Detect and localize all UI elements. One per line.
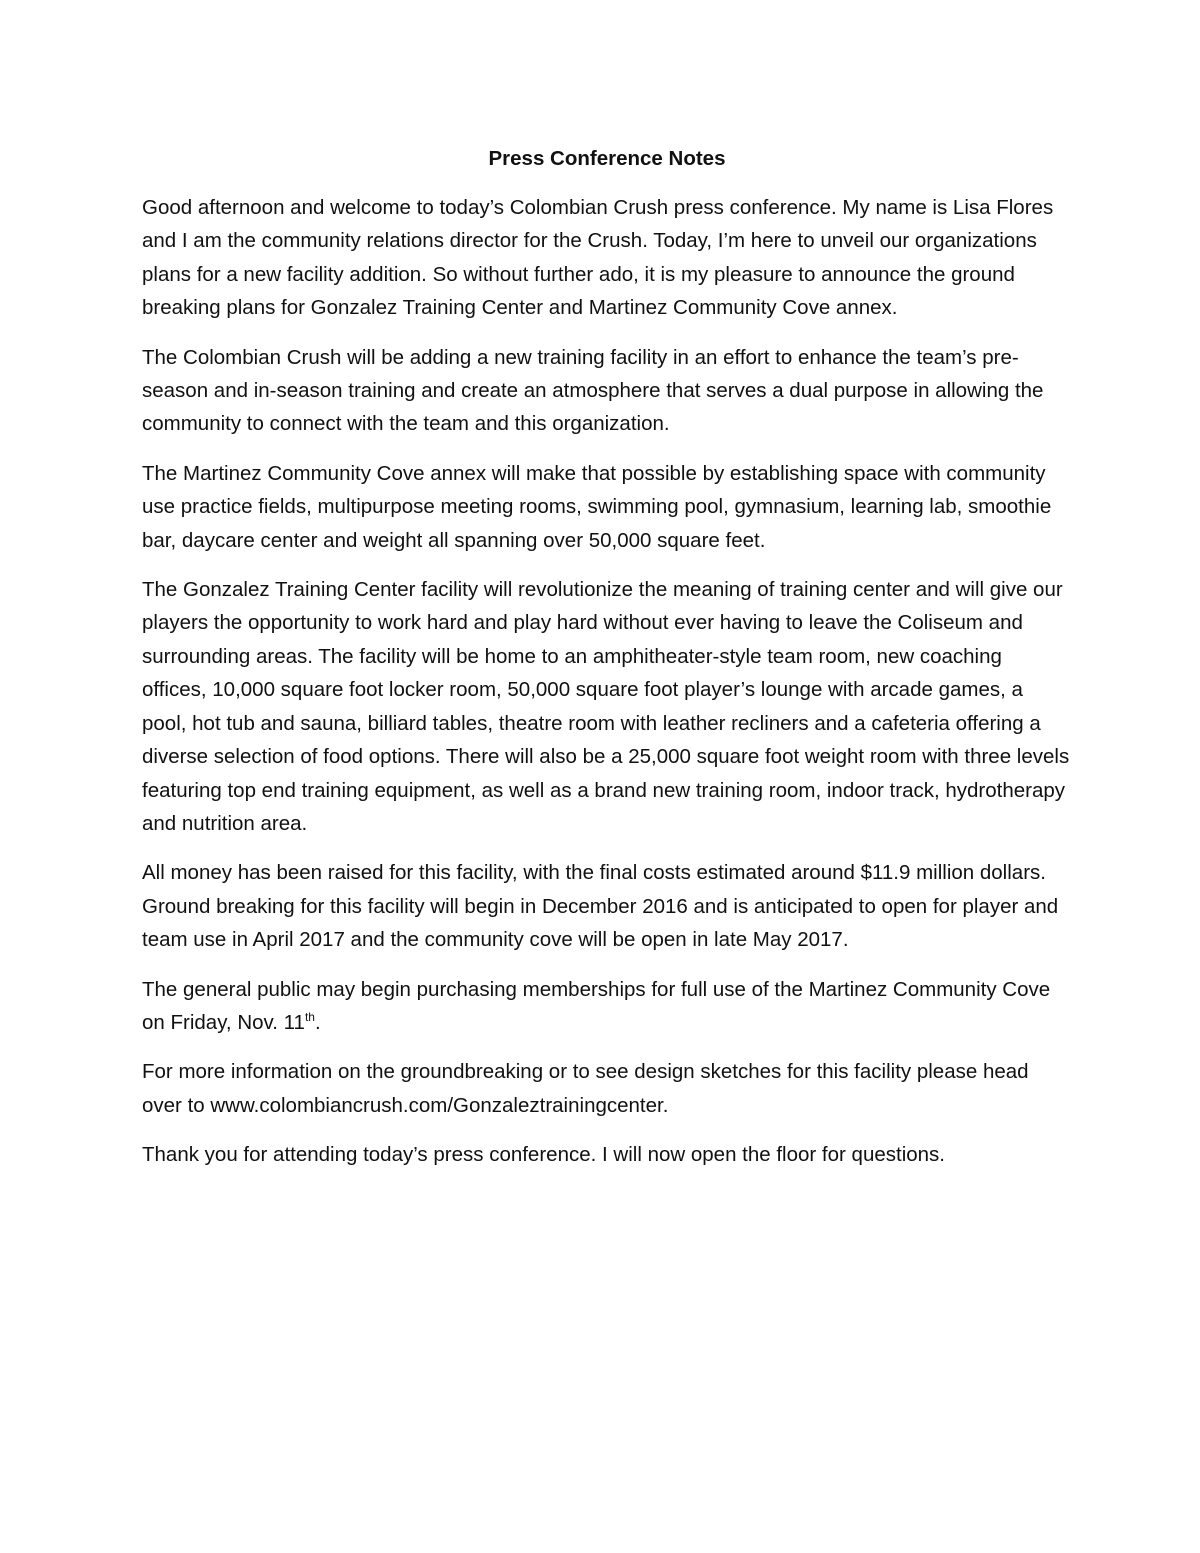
paragraph-training-center: The Gonzalez Training Center facility will revolutionize the meaning of training center and will give our players the opportunity to work hard and play hard without ever having to leave the Coliseum and surrounding areas. The facility will be home to an amphitheater-style team room, new coaching offices, 10,000 square foot locker room, 50,000 square foot player’s lounge with arcade games, a pool, hot tub and sauna, billiard tables, theatre room with leather recliners and a cafeteria offering a diverse selection of food options. There will also be a 25,000 square foot weight room with three levels featuring top end training equipment, as well as a brand new training room, indoor track, hydrotherapy and nutrition area.: [142, 578, 1070, 835]
paragraph-public-memberships: [142, 973, 1072, 1040]
document-title: Press Conference Notes: [488, 147, 726, 170]
paragraph-training-facility: The Colombian Crush will be adding a new training facility in an effort to enhance the team’s pre-season and in-season training and create an atmosphere that serves a dual purpose in allowing the community to connect with the team and this organization.: [142, 345, 1044, 436]
paragraph-closing: Thank you for attending today’s press conference. I will now open the floor for questions.: [142, 1143, 946, 1167]
public-memberships-period: .: [314, 1010, 321, 1034]
paragraph-costs-schedule: All money has been raised for this facility, with the final costs estimated around $11.9 million dollars. Ground breaking for this facility will begin in December 2016 and is anticipated to open for player and team use in April 2017 and the community cove will be open in late May 2017.: [142, 861, 1059, 952]
paragraph-community-cove: The Martinez Community Cove annex will make that possible by establishing space with community use practice fields, multipurpose meeting rooms, swimming pool, gymnasium, learning lab, smoothie bar, daycare center and weight all spanning over 50,000 square feet.: [142, 461, 1052, 552]
public-memberships-text: The general public may begin purchasing memberships for full use of the Martinez Community Cove on Friday, Nov. 11: [142, 977, 1051, 1034]
paragraph-more-info: For more information on the groundbreaking or to see design sketches for this facility please head over to www.colombiancrush.com/Gonzaleztrainingcenter.: [142, 1060, 1029, 1117]
document-body: [142, 142, 1072, 1188]
paragraph-welcome: Good afternoon and welcome to today’s Colombian Crush press conference. My name is Lisa Flores and I am the community relations director for the Crush. Today, I’m here to unveil our organizations plans for a new facility addition. So without further ado, it is my pleasure to announce the ground breaking plans for Gonzalez Training Center and Martinez Community Cove annex.: [142, 196, 1054, 320]
date-ordinal-superscript: th: [304, 1010, 315, 1025]
